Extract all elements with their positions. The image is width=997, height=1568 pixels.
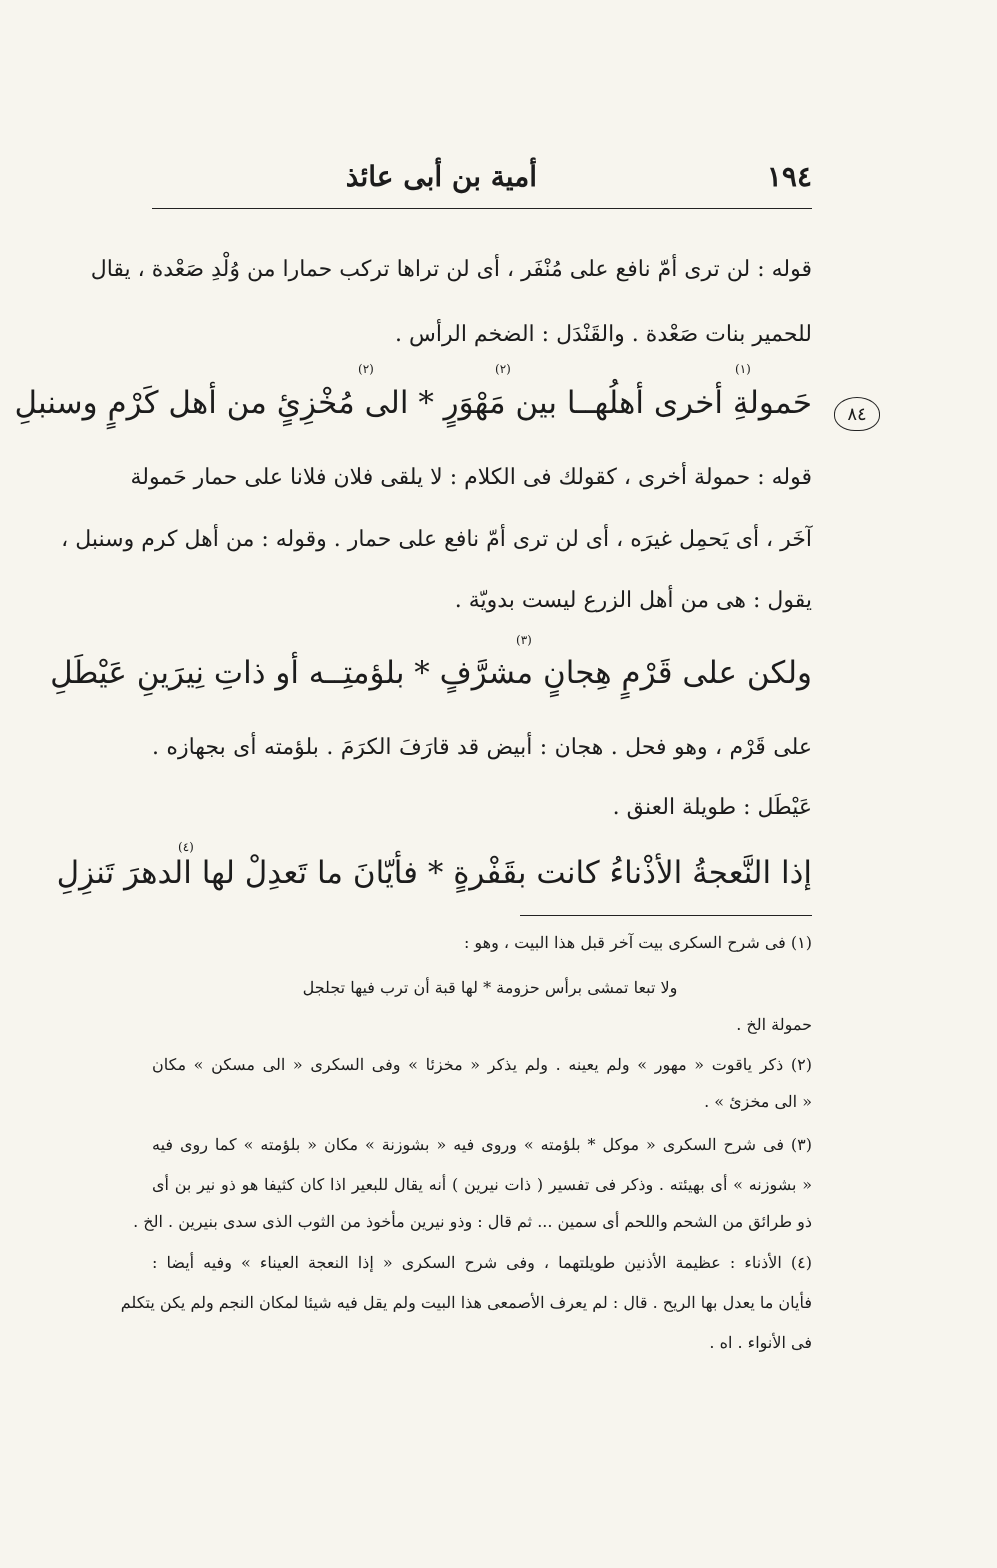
running-title: أمية بن أبى عائذ: [345, 160, 537, 193]
footnote-ref: (٢): [358, 362, 374, 376]
commentary-line-1: قوله : لن ترى أمّ نافع على مُنْفَر ، أى لن تراها تركب حمارا من وُلْدِ صَعْدة ، يقال: [90, 257, 812, 282]
commentary-line-6: على قَرْم ، وهو فحل . هجان : أبيض قد قارَفَ الكرَمَ . بلؤمته أى بجهازه .: [152, 735, 812, 760]
verse-line-1: حَمولةِ أخرى أهلُهــا بين مَهْوَرٍ * الى مُخْزِئٍ من أهل كَرْمٍ وسنبلِ: [14, 385, 812, 421]
commentary-line-4: آخَر ، أى يَحمِل غيرَه ، أى لن ترى أمّ نافع على حمار . وقوله : من أهل كرم وسنبل ،: [61, 527, 812, 552]
commentary-line-2: للحمير بنات صَعْدة . والقَنْدَل : الضخم الرأس .: [395, 322, 812, 347]
footnote-1-line-2: حمولة الخ .: [736, 1015, 812, 1034]
footnote-4-line-1: (٤) الأذناء : عظيمة الأذنين طويلتهما ، وفى شرح السكرى « إذا النعجة العيناء » وفيه أيضا :: [152, 1253, 813, 1272]
footnote-ref: (٤): [178, 840, 194, 854]
footnote-4-line-3: فى الأنواء . اه .: [709, 1333, 812, 1352]
commentary-line-7: عَيْطَل : طويلة العنق .: [612, 795, 812, 820]
page-number: ١٩٤: [766, 160, 812, 193]
footnote-2-line-2: « الى مخزئ » .: [704, 1092, 812, 1111]
verse-line-3: إذا النَّعجةُ الأذْناءُ كانت بقَفْرةٍ * فأيّانَ ما تَعدِلْ لها الدهرَ تَنزِلِ: [56, 855, 812, 891]
footnote-3-line-2: « بشوزنه » أى بهيئته . وذكر فى تفسير ( ذات نيرين ) أنه يقال للبعير اذا كان كثيفا هو ذو نير بن أى: [152, 1175, 812, 1194]
margin-verse-marker: ٨٤: [834, 397, 880, 431]
footnote-3-line-1: (٣) فى شرح السكرى « موكل * بلؤمته » وروى فيه « بشوزنة » مكان « بلؤمته » كما روى فيه: [152, 1135, 812, 1154]
verse-line-2: ولكن على قَرْمٍ هِجانٍ مشرَّفٍ * بلؤمتِــه أو ذاتِ نِيرَينِ عَيْطَلِ: [50, 655, 812, 691]
footnote-4-line-2: فأيان ما يعدل بها الريح . قال : لم يعرف الأصمعى هذا البيت ولم يقل فيه شيئا لمكان النجم ولم يكن يتكلم: [120, 1293, 812, 1312]
footnote-1-line-1: (١) فى شرح السكرى بيت آخر قبل هذا البيت ، وهو :: [463, 933, 812, 952]
commentary-line-3: قوله : حمولة أخرى ، كقولك فى الكلام : لا يلقى فلان فلانا على حمار حَمولة: [130, 465, 812, 490]
header-rule: [152, 208, 812, 209]
commentary-line-5: يقول : هى من أهل الزرع ليست بدويّة .: [454, 588, 812, 613]
footnote-3-line-3: ذو طرائق من الشحم واللحم أى سمين ... ثم قال : وذو نيرين مأخوذ من الثوب الذى سدى بنيرين . الخ .: [133, 1212, 812, 1231]
footnote-ref: (١): [735, 362, 751, 376]
footnote-1-poem: ولا تبعا تمشى برأس حزومة * لها قبة أن ترب فيها تجلجل: [302, 978, 678, 997]
footnote-ref: (٣): [516, 633, 532, 647]
footnote-2-line-1: (٢) ذكر ياقوت « مهور » ولم يعينه . ولم يذكر « مخزئا » وفى السكرى « الى مسكن » مكان: [152, 1055, 813, 1074]
running-header: [152, 160, 812, 210]
footnote-ref: (٢): [495, 362, 511, 376]
footnote-rule: [520, 915, 812, 916]
